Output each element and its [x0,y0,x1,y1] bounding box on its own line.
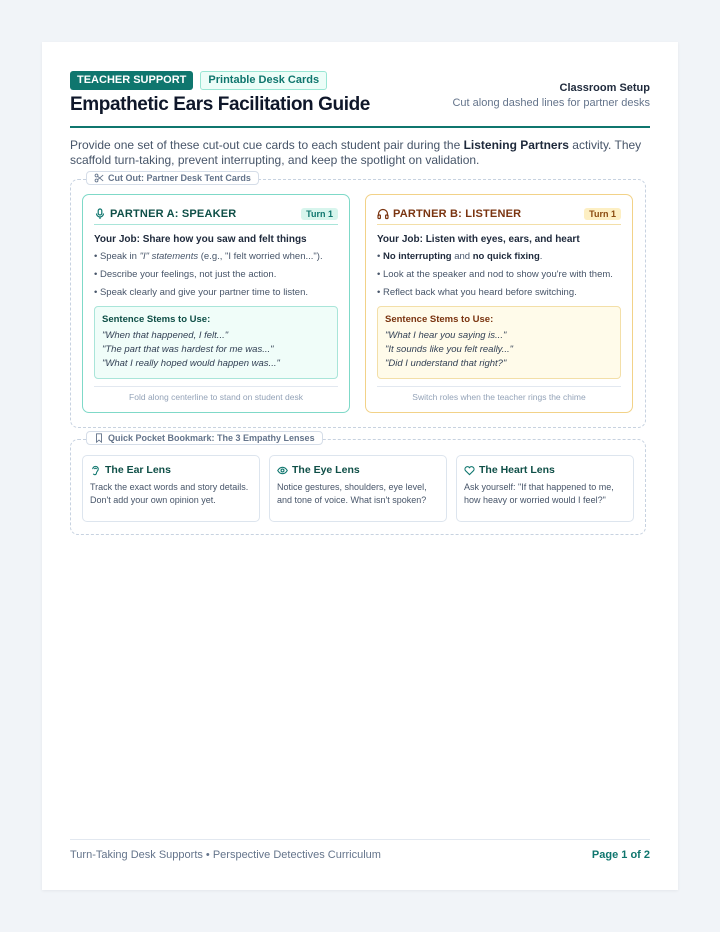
ear-lens-title: The Ear Lens [105,464,171,476]
partner-a-sentence-stems [94,306,338,379]
partner-a-stems-title: Sentence Stems to Use: [102,314,211,325]
partner-b-listener-card [365,194,633,413]
partner-a-bullet-2: • Describe your feelings, not just the action. [94,269,277,280]
ear-icon [90,465,101,476]
ear-lens-card [82,455,260,522]
pocket-bookmark-section [70,433,646,535]
partner-b-bullet-3: • Reflect back what you heard before switching. [377,287,577,298]
setup-title: Classroom Setup [559,82,650,94]
partner-a-speaker-card [82,194,350,413]
bookmark-section-label-text: Quick Pocket Bookmark: The 3 Empathy Lenses [108,433,315,443]
microphone-icon [94,208,106,220]
classroom-setup-note [452,82,650,109]
page-number: Page 1 of 2 [591,849,650,861]
partner-b-stem-1: "What I hear you saying is..." [385,330,507,341]
eye-lens-title: The Eye Lens [292,464,360,476]
tent-card-cutout-section [70,173,646,428]
footer-curriculum-text: Turn-Taking Desk Supports • Perspective Detectives Curriculum [70,849,381,861]
teacher-support-badge: TEACHER SUPPORT [70,71,193,90]
scissors-icon [94,173,104,183]
partner-b-title: PARTNER B: LISTENER [393,208,522,220]
heart-lens-title: The Heart Lens [479,464,555,476]
partner-b-stem-3: "Did I understand that right?" [385,358,507,369]
heart-icon [464,465,475,476]
headphones-icon [377,208,389,220]
eye-lens-text: Notice gestures, shoulders, eye level, and tone of voice. What isn't spoken? [277,482,427,505]
heart-lens-card [456,455,634,522]
partner-a-stem-2: "The part that was hardest for me was..." [102,344,274,355]
setup-subtitle: Cut along dashed lines for partner desks [452,97,650,109]
partner-b-sentence-stems [377,306,621,379]
page-footer [70,839,650,870]
bookmark-section-label [86,431,323,445]
partner-a-turn-badge: Turn 1 [301,208,338,220]
intro-paragraph [70,138,650,168]
partner-a-fold-note: Fold along centerline to stand on student desk [94,386,338,407]
partner-a-stem-1: "When that happened, I felt..." [102,330,229,341]
intro-activity-name: Listening Partners [463,138,569,152]
partner-b-turn-badge: Turn 1 [584,208,621,220]
intro-text-end: activity. They scaffold turn-taking, prevent interrupting, and keep the spotlight on validation. [70,138,642,167]
partner-a-job: Your Job: Share how you saw and felt things [94,234,307,245]
eye-icon [277,465,288,476]
partner-a-bullet-3: • Speak clearly and give your partner time to listen. [94,287,309,298]
tent-card-section-label [86,171,259,185]
page-header [70,70,650,128]
tent-section-label-text: Cut Out: Partner Desk Tent Cards [108,173,251,183]
printable-desk-cards-badge: Printable Desk Cards [200,71,327,90]
partner-a-stem-3: "What I really hoped would happen was..." [102,358,280,369]
page-title: Empathetic Ears Facilitation Guide [70,94,370,115]
document-page [42,42,678,890]
intro-text-start: Provide one set of these cut-out cue cards to each student pair during the [70,138,464,152]
partner-b-switch-note: Switch roles when the teacher rings the chime [377,386,621,407]
ear-lens-text: Track the exact words and story details. Don't add your own opinion yet. [90,482,249,505]
partner-b-bullet-1: • No interrupting and no quick fixing. [377,251,543,262]
partner-b-stems-title: Sentence Stems to Use: [385,314,494,325]
partner-b-bullet-2: • Look at the speaker and nod to show you're with them. [377,269,613,280]
partner-b-stem-2: "It sounds like you felt really..." [385,344,514,355]
partner-b-job: Your Job: Listen with eyes, ears, and heart [377,234,580,245]
partner-a-title: PARTNER A: SPEAKER [110,208,237,220]
eye-lens-card [269,455,447,522]
partner-a-bullet-1: • Speak in "I" statements (e.g., "I felt worried when..."). [94,251,323,262]
bookmark-icon [94,433,104,443]
header-divider [70,126,650,128]
heart-lens-text: Ask yourself: "If that happened to me, how heavy or worried would I feel?" [464,482,614,505]
